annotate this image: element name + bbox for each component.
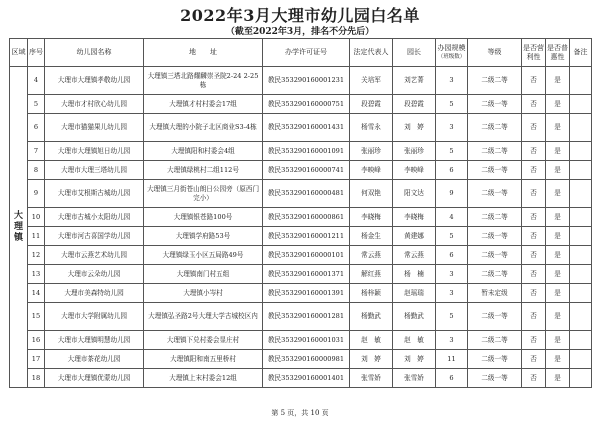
cell-scale: 6	[436, 246, 468, 265]
cell-scale: 3	[436, 331, 468, 350]
cell-remarks	[570, 208, 592, 227]
cell-seq: 12	[28, 246, 45, 265]
page-title: 2022年3月大理市幼儿园白名单	[180, 6, 420, 25]
cell-profit: 否	[522, 208, 546, 227]
cell-legal: 李映峰	[350, 161, 393, 180]
cell-director: 张雪娇	[393, 369, 436, 388]
cell-license: 教民353290160001431	[263, 114, 350, 142]
cell-seq: 13	[28, 265, 45, 284]
cell-address: 大理镇绿玉小区五局路49号	[144, 246, 263, 265]
cell-profit: 否	[522, 161, 546, 180]
cell-address: 大理镇阳和村委会4组	[144, 142, 263, 161]
cell-inclusive: 是	[546, 67, 570, 95]
cell-remarks	[570, 114, 592, 142]
cell-scale: 3	[436, 114, 468, 142]
cell-seq: 4	[28, 67, 45, 95]
cell-name: 大理市才村欣心幼儿园	[45, 95, 144, 114]
cell-name: 大理市艾根斯古城幼儿园	[45, 180, 144, 208]
col-header-scale	[436, 39, 468, 67]
kindergarten-table	[9, 38, 592, 388]
col-header-legal: 法定代表人	[350, 39, 393, 67]
cell-name: 大理市大理镇优蒙幼儿园	[45, 369, 144, 388]
cell-profit: 否	[522, 284, 546, 303]
cell-inclusive: 是	[546, 331, 570, 350]
cell-director: 赵瑶瑞	[393, 284, 436, 303]
cell-name: 大理市茶花幼儿园	[45, 350, 144, 369]
cell-license: 教民353290160001211	[263, 227, 350, 246]
col-header-scale-label: 办园规模	[437, 43, 466, 52]
cell-license: 教民353290160001281	[263, 303, 350, 331]
cell-license: 教民353290160000861	[263, 208, 350, 227]
cell-profit: 否	[522, 350, 546, 369]
cell-address: 大理镇才村村委会17组	[144, 95, 263, 114]
cell-director: 黄建娜	[393, 227, 436, 246]
col-header-director: 园长	[393, 39, 436, 67]
cell-legal: 张丽珍	[350, 142, 393, 161]
cell-legal: 何双艳	[350, 180, 393, 208]
cell-license: 教民353290160000741	[263, 161, 350, 180]
cell-address: 大理镇南门村五组	[144, 265, 263, 284]
cell-legal: 刘 婷	[350, 350, 393, 369]
table-row	[10, 208, 592, 227]
cell-level: 二级一等	[468, 369, 522, 388]
cell-name: 大理市云燕艺术幼儿园	[45, 246, 144, 265]
table-row	[10, 331, 592, 350]
cell-name: 大理市大理镇孝敬幼儿园	[45, 67, 144, 95]
cell-director: 刘艺菁	[393, 67, 436, 95]
cell-license: 教民353290160001231	[263, 67, 350, 95]
cell-license: 教民353290160001031	[263, 331, 350, 350]
cell-remarks	[570, 246, 592, 265]
cell-level: 二级二等	[468, 265, 522, 284]
cell-scale: 11	[436, 350, 468, 369]
cell-scale: 4	[436, 208, 468, 227]
cell-inclusive: 是	[546, 284, 570, 303]
cell-director: 阳文达	[393, 180, 436, 208]
cell-director: 杨勤武	[393, 303, 436, 331]
cell-level: 二级一等	[468, 161, 522, 180]
cell-name: 大理市河古喜国学幼儿园	[45, 227, 144, 246]
cell-level: 二级一等	[468, 180, 522, 208]
cell-profit: 否	[522, 331, 546, 350]
cell-license: 教民353290160001091	[263, 142, 350, 161]
table-row	[10, 303, 592, 331]
cell-remarks	[570, 142, 592, 161]
cell-name: 大理市美森特幼儿园	[45, 284, 144, 303]
cell-license: 教民353290160001371	[263, 265, 350, 284]
page-footer: 第 5 页，共 10 页	[271, 409, 329, 417]
cell-level: 二级一等	[468, 350, 522, 369]
header-row	[10, 39, 592, 67]
cell-legal: 杨梓颖	[350, 284, 393, 303]
cell-seq: 11	[28, 227, 45, 246]
cell-remarks	[570, 180, 592, 208]
table-row	[10, 180, 592, 208]
cell-profit: 否	[522, 227, 546, 246]
cell-director: 赵 敏	[393, 331, 436, 350]
page-subtitle: （截至2022年3月，排名不分先后）	[225, 27, 375, 37]
cell-seq: 6	[28, 114, 45, 142]
cell-legal: 赵 敏	[350, 331, 393, 350]
cell-legal: 常云燕	[350, 246, 393, 265]
col-header-name: 幼儿园名称	[45, 39, 144, 67]
cell-license: 教民353290160000981	[263, 350, 350, 369]
cell-seq: 14	[28, 284, 45, 303]
col-header-license: 办学许可证号	[263, 39, 350, 67]
cell-address: 大理镇学府路53号	[144, 227, 263, 246]
cell-address: 大理镇三月街苍山朗日公园旁（原西门完小）	[144, 180, 263, 208]
cell-scale: 3	[436, 265, 468, 284]
cell-profit: 否	[522, 369, 546, 388]
cell-remarks	[570, 67, 592, 95]
cell-profit: 否	[522, 95, 546, 114]
cell-address: 大理镇小岑村	[144, 284, 263, 303]
table-row	[10, 284, 592, 303]
cell-scale: 6	[436, 161, 468, 180]
cell-legal: 张雪娇	[350, 369, 393, 388]
cell-scale: 6	[436, 369, 468, 388]
table-row	[10, 246, 592, 265]
cell-level: 二级一等	[468, 303, 522, 331]
cell-legal: 杨雪永	[350, 114, 393, 142]
cell-director: 段碧霞	[393, 95, 436, 114]
cell-inclusive: 是	[546, 161, 570, 180]
cell-level: 暂未定级	[468, 284, 522, 303]
cell-address: 大理镇弘圣路2号大理大学古城校区内	[144, 303, 263, 331]
cell-inclusive: 是	[546, 265, 570, 284]
cell-profit: 否	[522, 246, 546, 265]
cell-inclusive: 是	[546, 303, 570, 331]
cell-level: 二级一等	[468, 227, 522, 246]
cell-scale: 5	[436, 303, 468, 331]
cell-remarks	[570, 161, 592, 180]
cell-legal: 解红燕	[350, 265, 393, 284]
cell-profit: 否	[522, 67, 546, 95]
cell-seq: 7	[28, 142, 45, 161]
cell-inclusive: 是	[546, 208, 570, 227]
cell-profit: 否	[522, 114, 546, 142]
cell-name: 大理市大理三塔幼儿园	[45, 161, 144, 180]
cell-seq: 17	[28, 350, 45, 369]
table-row	[10, 95, 592, 114]
cell-scale: 3	[436, 284, 468, 303]
cell-address: 大理镇上末村委会12组	[144, 369, 263, 388]
cell-level: 二级二等	[468, 208, 522, 227]
cell-inclusive: 是	[546, 142, 570, 161]
cell-remarks	[570, 331, 592, 350]
col-header-district: 区域	[10, 39, 28, 67]
cell-scale: 3	[436, 67, 468, 95]
table-row	[10, 114, 592, 142]
cell-license: 教民353290160000751	[263, 95, 350, 114]
cell-scale: 5	[436, 95, 468, 114]
table-row	[10, 265, 592, 284]
cell-level: 二级二等	[468, 114, 522, 142]
cell-profit: 否	[522, 180, 546, 208]
cell-inclusive: 是	[546, 246, 570, 265]
cell-address: 大理镇绿桃村二组112号	[144, 161, 263, 180]
cell-legal: 李晓梅	[350, 208, 393, 227]
col-header-inclusive: 是否普惠性	[546, 39, 570, 67]
cell-inclusive: 是	[546, 180, 570, 208]
cell-name: 大理市猫猫果儿幼儿园	[45, 114, 144, 142]
cell-director: 杨 楠	[393, 265, 436, 284]
cell-director: 常云燕	[393, 246, 436, 265]
table-row	[10, 142, 592, 161]
col-header-remarks: 备注	[570, 39, 592, 67]
col-header-level: 等级	[468, 39, 522, 67]
cell-scale: 9	[436, 180, 468, 208]
cell-scale: 5	[436, 142, 468, 161]
cell-name: 大理市古城小太阳幼儿园	[45, 208, 144, 227]
cell-director: 刘 婷	[393, 114, 436, 142]
table-row	[10, 227, 592, 246]
cell-seq: 8	[28, 161, 45, 180]
cell-director: 李晓梅	[393, 208, 436, 227]
cell-inclusive: 是	[546, 350, 570, 369]
cell-name: 大理市大理镇明慧幼儿园	[45, 331, 144, 350]
cell-seq: 15	[28, 303, 45, 331]
cell-inclusive: 是	[546, 369, 570, 388]
table-row	[10, 161, 592, 180]
cell-profit: 否	[522, 265, 546, 284]
cell-seq: 16	[28, 331, 45, 350]
cell-remarks	[570, 303, 592, 331]
cell-seq: 10	[28, 208, 45, 227]
col-header-scale-sub: （班级数）	[437, 53, 466, 60]
cell-level: 二级一等	[468, 246, 522, 265]
cell-license: 教民353290160001391	[263, 284, 350, 303]
cell-scale: 5	[436, 227, 468, 246]
cell-inclusive: 是	[546, 114, 570, 142]
cell-license: 教民353290160000101	[263, 246, 350, 265]
cell-legal: 段碧霞	[350, 95, 393, 114]
cell-profit: 否	[522, 303, 546, 331]
cell-name: 大理市大学附属幼儿园	[45, 303, 144, 331]
cell-name: 大理市云朵幼儿园	[45, 265, 144, 284]
col-header-address: 地 址	[144, 39, 263, 67]
cell-address: 大理镇大理的小院子北区商业S3-4栋	[144, 114, 263, 142]
table-row	[10, 369, 592, 388]
cell-remarks	[570, 265, 592, 284]
cell-seq: 9	[28, 180, 45, 208]
cell-level: 二级二等	[468, 331, 522, 350]
cell-license: 教民353290160000481	[263, 180, 350, 208]
cell-seq: 18	[28, 369, 45, 388]
cell-director: 李映峰	[393, 161, 436, 180]
cell-inclusive: 是	[546, 95, 570, 114]
table-row	[10, 67, 592, 95]
cell-license: 教民353290160001401	[263, 369, 350, 388]
cell-seq: 5	[28, 95, 45, 114]
cell-address: 大理镇下兑村委会显庄村	[144, 331, 263, 350]
cell-remarks	[570, 284, 592, 303]
district-cell: 大 理 镇	[10, 67, 28, 388]
col-header-profit: 是否营利性	[522, 39, 546, 67]
cell-remarks	[570, 350, 592, 369]
cell-address: 大理镇三塔北路耀麟崇圣院2-24 2-25栋	[144, 67, 263, 95]
cell-profit: 否	[522, 142, 546, 161]
cell-legal: 关培军	[350, 67, 393, 95]
col-header-seq: 序号	[28, 39, 45, 67]
cell-address: 大理镇银苍路100号	[144, 208, 263, 227]
cell-legal: 杨勤武	[350, 303, 393, 331]
cell-director: 张丽珍	[393, 142, 436, 161]
cell-level: 二级二等	[468, 67, 522, 95]
cell-level: 二级二等	[468, 142, 522, 161]
cell-director: 刘 婷	[393, 350, 436, 369]
cell-address: 大理镇阳和南五里桥村	[144, 350, 263, 369]
cell-level: 二级一等	[468, 95, 522, 114]
cell-name: 大理市大理镇旭日幼儿园	[45, 142, 144, 161]
cell-legal: 杨金生	[350, 227, 393, 246]
table-row	[10, 350, 592, 369]
cell-remarks	[570, 95, 592, 114]
cell-inclusive: 是	[546, 227, 570, 246]
cell-remarks	[570, 227, 592, 246]
cell-remarks	[570, 369, 592, 388]
